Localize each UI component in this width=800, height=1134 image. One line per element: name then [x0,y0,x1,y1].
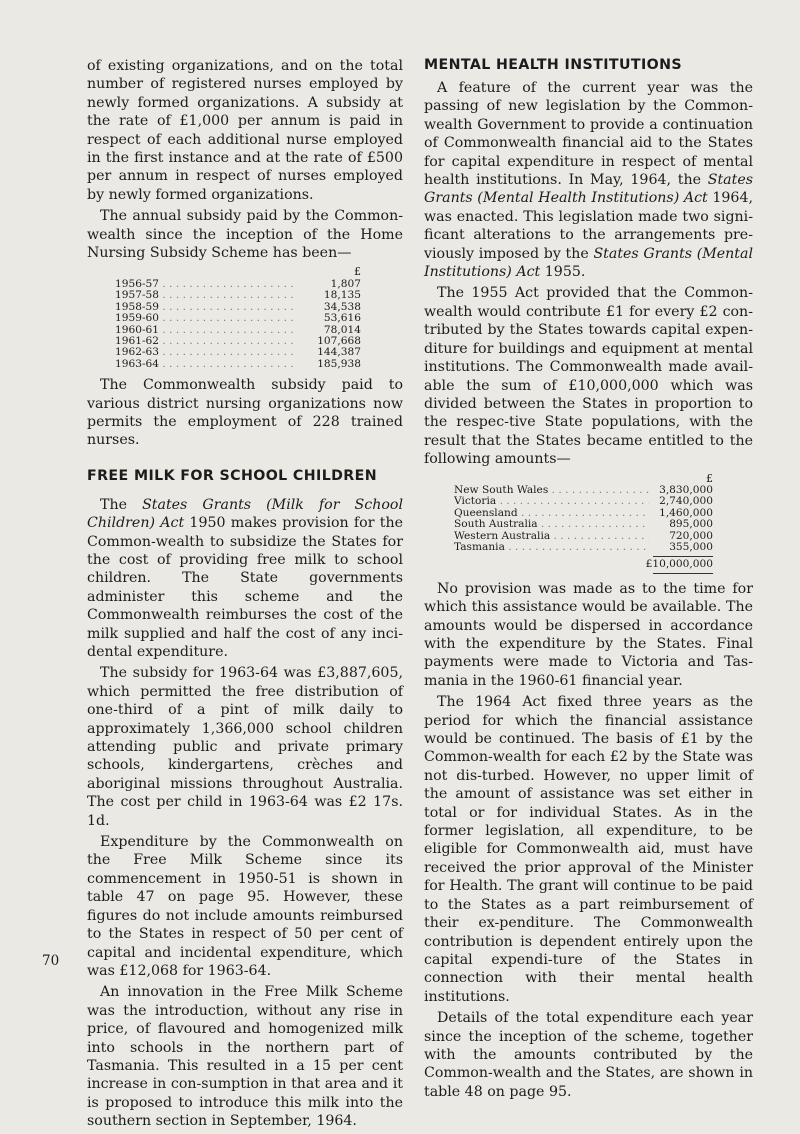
amount-cell: 895,000 [649,519,713,530]
amount-cell: 34,538 [295,302,361,313]
paragraph-trained-nurses: The Commonwealth subsidy paid to various district nursing organizations now permits the employment of 228 trained nurses. [87,377,403,449]
milk-act-lead: The [100,496,143,513]
amount-cell: 355,000 [649,542,713,553]
state-cell: South Australia . . . [454,519,649,530]
year-cell: 1963-64 . . . [115,359,295,370]
paragraph-milk-act [87,496,403,662]
state-grants-table [454,473,713,574]
legislation-text-a: A feature of the current year was the passing of new legislation by the Common-wealth Government to provide a continuation of Commonwealth financial aid to the States for capital expenditure in respect of mental health institutions. In May, 1964, the [424,80,753,189]
legislation-text-b: 1964, was enacted. This legislation made two signi-ficant alterations to the arrangements pre-viously imposed by the [424,190,753,262]
paragraph-nursing-subsidy-rates: of existing organizations, and on the total number of registered nurses employed by newly formed organizations. A subsidy at the rate of £1,000 per annum is paid in respect of each additional nurse employed in the first instance and at the rate of £500 per annum in respect of nurses employed by newly formed organizations. [87,58,403,203]
year-cell: 1957-58 . . . [115,290,295,301]
home-nursing-subsidy-table [115,266,361,370]
table-row [454,531,713,542]
total-amount: £10,000,000 [645,558,713,571]
amount-cell: 720,000 [649,531,713,542]
amount-cell: 78,014 [295,325,361,336]
paragraph-details: Details of the total expenditure each year since the inception of the scheme, together with the amounts contributed by the Common-wealth and the States, are shown in table 48 on page 95. [424,1010,753,1100]
table-row [454,519,713,530]
table-row [115,347,361,358]
milk-act-title: States Grants (Milk for School Children) Act [87,496,403,532]
paragraph-no-provision: No provision was made as to the time for which this assistance would be available. The amounts would be dispersed in accordance with the expenditure by the States. Final payments were made to Victoria and Tas-mania in the 1960-61 financial year. [424,580,753,689]
act-title-1955: States Grants (Mental Institutions) Act [424,245,754,281]
table-row [115,336,361,347]
amount-cell: 107,668 [295,336,361,347]
table-row [115,279,361,290]
milk-act-rest: 1950 makes provision for the Common-wealth to subsidize the States for the cost of providing free milk to school children. The State governments administer this scheme and the Commonwealth reimburses the cost of the milk supplied and half the cost of any inci-dental expenditure. [87,515,403,660]
table-row [115,313,361,324]
page-number: 70 [42,953,60,969]
amount-cell: 18,135 [295,290,361,301]
year-cell: 1960-61 . . . [115,325,295,336]
table-row [115,302,361,313]
table-row [454,485,713,496]
amount-cell: 185,938 [295,359,361,370]
table-row [115,325,361,336]
table-row [115,359,361,370]
table-row [454,542,713,553]
amount-cell: 1,807 [295,279,361,290]
amount-cell: 1,460,000 [649,508,713,519]
amount-cell: 3,830,000 [649,485,713,496]
legislation-text-c: 1955. [540,264,586,281]
state-cell: Western Australia . . . [454,531,649,542]
state-cell: New South Wales . . . [454,485,649,496]
act-title-1964: States Grants (Mental Health Institutions) Act [424,172,753,207]
paragraph-annual-subsidy-intro: The annual subsidy paid by the Common-wealth since the inception of the Home Nursing Subsidy Scheme has been— [87,208,403,262]
currency-header: £ [354,265,361,279]
amount-cell: 2,740,000 [649,496,713,507]
year-cell: 1962-63 . . . [115,347,295,358]
state-cell: Victoria . . . [454,496,649,507]
year-cell: 1956-57 . . . [115,279,295,290]
paragraph-milk-innovation: An innovation in the Free Milk Scheme was the introduction, without any rise in price, of flavoured and homogenized milk into schools in the northern part of Tasmania. This resulted in a 15 per cent increase in con-sumption in that area and it is proposed to introduce this milk into the southern section in September, 1964. [87,984,403,1130]
table-row [115,290,361,301]
total-rule-bottom [653,573,713,574]
heading-free-milk: FREE MILK FOR SCHOOL CHILDREN [87,467,378,484]
amount-cell: 144,387 [295,347,361,358]
year-cell: 1961-62 . . . [115,336,295,347]
paragraph-1964-act: The 1964 Act fixed three years as the period for which the financial assistance would be continued. The basis of £1 by the Common-wealth for each £2 by the State was not dis-turbed. However, no upper limit of the amount of assistance was set either in total or for individual States. As in the former legislation, all expenditure, to be eligible for Commonwealth aid, must have received the prior approval of the Minister for Health. The grant will continue to be paid to the States as a part reimbursement of their ex-penditure. The Commonwealth contribution is dependent entirely upon the capital expendi-ture of the States in connection with their mental health institutions. [424,694,753,1005]
state-cell: Tasmania . . . [454,542,649,553]
paragraph-new-legislation [424,79,753,281]
right-column [424,57,753,1104]
year-cell: 1958-59 . . . [115,302,295,313]
paragraph-milk-subsidy: The subsidy for 1963-64 was £3,887,605, which permitted the free distribution of one-third of a pint of milk daily to approximately 1,366,000 school children attending public and private primary schools, kindergartens, crèches and aboriginal missions throughout Australia. The cost per child in 1963-64 was £2 17s. 1d. [87,665,403,829]
amount-cell: 53,616 [295,313,361,324]
currency-header: £ [706,471,713,485]
paragraph-milk-expenditure: Expenditure by the Commonwealth on the Free Milk Scheme since its commencement in 1950-51 is shown in table 47 on page 95. However, these figures do not include amounts reimbursed to the States in respect of 50 per cent of capital and incidental expenditure, which was £12,068 for 1963-64. [87,834,403,979]
paragraph-1955-act: The 1955 Act provided that the Common-wealth would contribute £1 for every £2 con-tributed by the States towards capital expen-diture for buildings and equipment at mental institutions. The Commonwealth made avail-able the sum of £10,000,000 which was divided between the States in proportion to the respec-tive State populations, with the result that the States became entitled to the following amounts— [424,285,753,468]
year-cell: 1959-60 . . . [115,313,295,324]
table-row [454,496,713,507]
total-rule-top [653,556,713,557]
left-column [87,57,403,1134]
heading-mental-health: MENTAL HEALTH INSTITUTIONS [424,57,682,73]
state-cell: Queensland . . . [454,508,649,519]
table-row [454,508,713,519]
